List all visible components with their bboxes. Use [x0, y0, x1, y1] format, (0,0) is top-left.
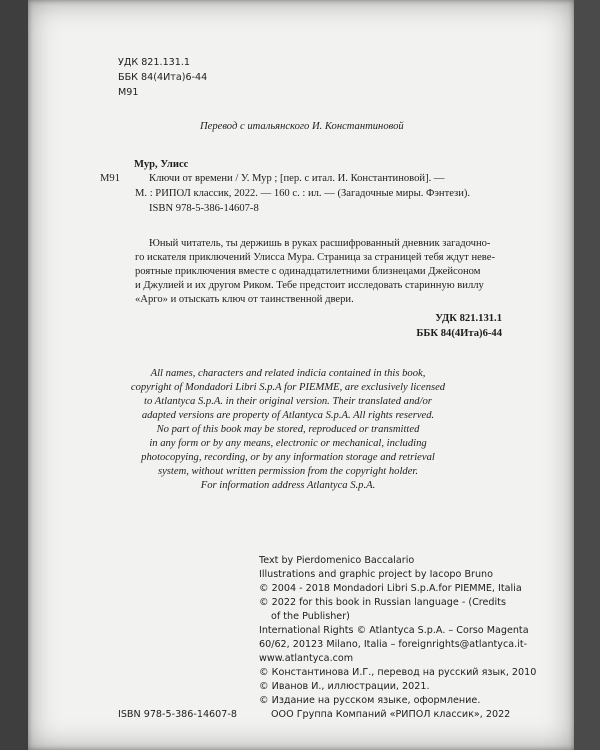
credits-block: [259, 554, 536, 722]
credit-line: 60/62, 20123 Milano, Italia – foreignrights@atlantyca.it-: [259, 639, 528, 650]
bib-line-1: Ключи от времени / У. Мур ; [пер. с итал. И. Константиновой]. —: [149, 173, 445, 184]
credit-line: International Rights © Atlantyca S.p.A. – Corso Magenta: [259, 625, 529, 636]
translator-line: Перевод с итальянского И. Константиновой: [200, 121, 404, 132]
scan-edge-right: [574, 0, 600, 750]
annotation-line: «Арго» и отыскать ключ от таинственной двери.: [135, 294, 354, 305]
rights-notice: [78, 367, 498, 493]
book-page: [28, 0, 574, 750]
rights-line: For information address Atlantyca S.p.A.: [200, 480, 376, 491]
udk-code-right: УДК 821.131.1: [435, 313, 502, 324]
credit-line: ООО Группа Компаний «РИПОЛ классик», 2022: [271, 709, 511, 720]
credit-line: © 2004 - 2018 Mondadori Libri S.p.A.for PIEMME, Italia: [259, 583, 522, 594]
rights-line: No part of this book may be stored, reproduced or transmitted: [156, 424, 420, 435]
author-heading: Мур, Улисс: [134, 159, 189, 170]
bib-isbn: ISBN 978-5-386-14607-8: [149, 203, 259, 214]
credit-line: Text by Pierdomenico Baccalario: [259, 555, 415, 566]
annotation-line: и Джулией и их другом Риком. Тебе предстоит исследовать старинную виллу: [135, 280, 484, 291]
credit-line: www.atlantyca.com: [259, 653, 354, 664]
credit-line: Illustrations and graphic project by Iacopo Bruno: [259, 569, 494, 580]
annotation-line: го искателя приключений Улисса Мура. Страница за страницей тебя ждут неве-: [135, 252, 495, 263]
credit-line: of the Publisher): [271, 611, 350, 622]
annotation-line: Юный читатель, ты держишь в руках расшифрованный дневник загадочно-: [149, 238, 491, 249]
margin-mark: М91: [100, 173, 121, 184]
rights-line: photocopying, recording, or by any information storage and retrieval: [141, 452, 435, 463]
isbn-footer: ISBN 978-5-386-14607-8: [118, 709, 237, 720]
annotation-line: роятные приключения вместе с одинадцатилетними близнецами Джейсоном: [135, 266, 481, 277]
credit-line: © Издание на русском языке, оформление.: [259, 695, 481, 706]
credit-line: © Константинова И.Г., перевод на русский язык, 2010: [259, 667, 537, 678]
scan-edge-left: [0, 0, 28, 750]
rights-line: All names, characters and related indicia contained in this book,: [150, 368, 426, 379]
rights-line: adapted versions are property of Atlantyca S.p.A. All rights reserved.: [141, 410, 435, 421]
bib-line-2: М. : РИПОЛ классик, 2022. — 160 с. : ил. — (Загадочные миры. Фэнтези).: [135, 188, 471, 199]
rights-line: copyright of Mondadori Libri S.p.A for PIEMME, are exclusively licensed: [130, 382, 446, 393]
rights-line: system, without written permission from the copyright holder.: [157, 466, 419, 477]
rights-line: to Atlantyca S.p.A. in their original version. Their translated and/or: [144, 396, 432, 407]
bbk-code-right: ББК 84(4Ита)6-44: [416, 328, 502, 339]
author-mark: М91: [118, 87, 139, 98]
udk-code: УДК 821.131.1: [118, 57, 191, 68]
bbk-code: ББК 84(4Ита)6-44: [118, 72, 208, 83]
credit-line: © Иванов И., иллюстрации, 2021.: [259, 681, 430, 692]
credit-line: © 2022 for this book in Russian language - (Credits: [259, 597, 506, 608]
rights-line: in any form or by any means, electronic or mechanical, including: [149, 438, 427, 449]
